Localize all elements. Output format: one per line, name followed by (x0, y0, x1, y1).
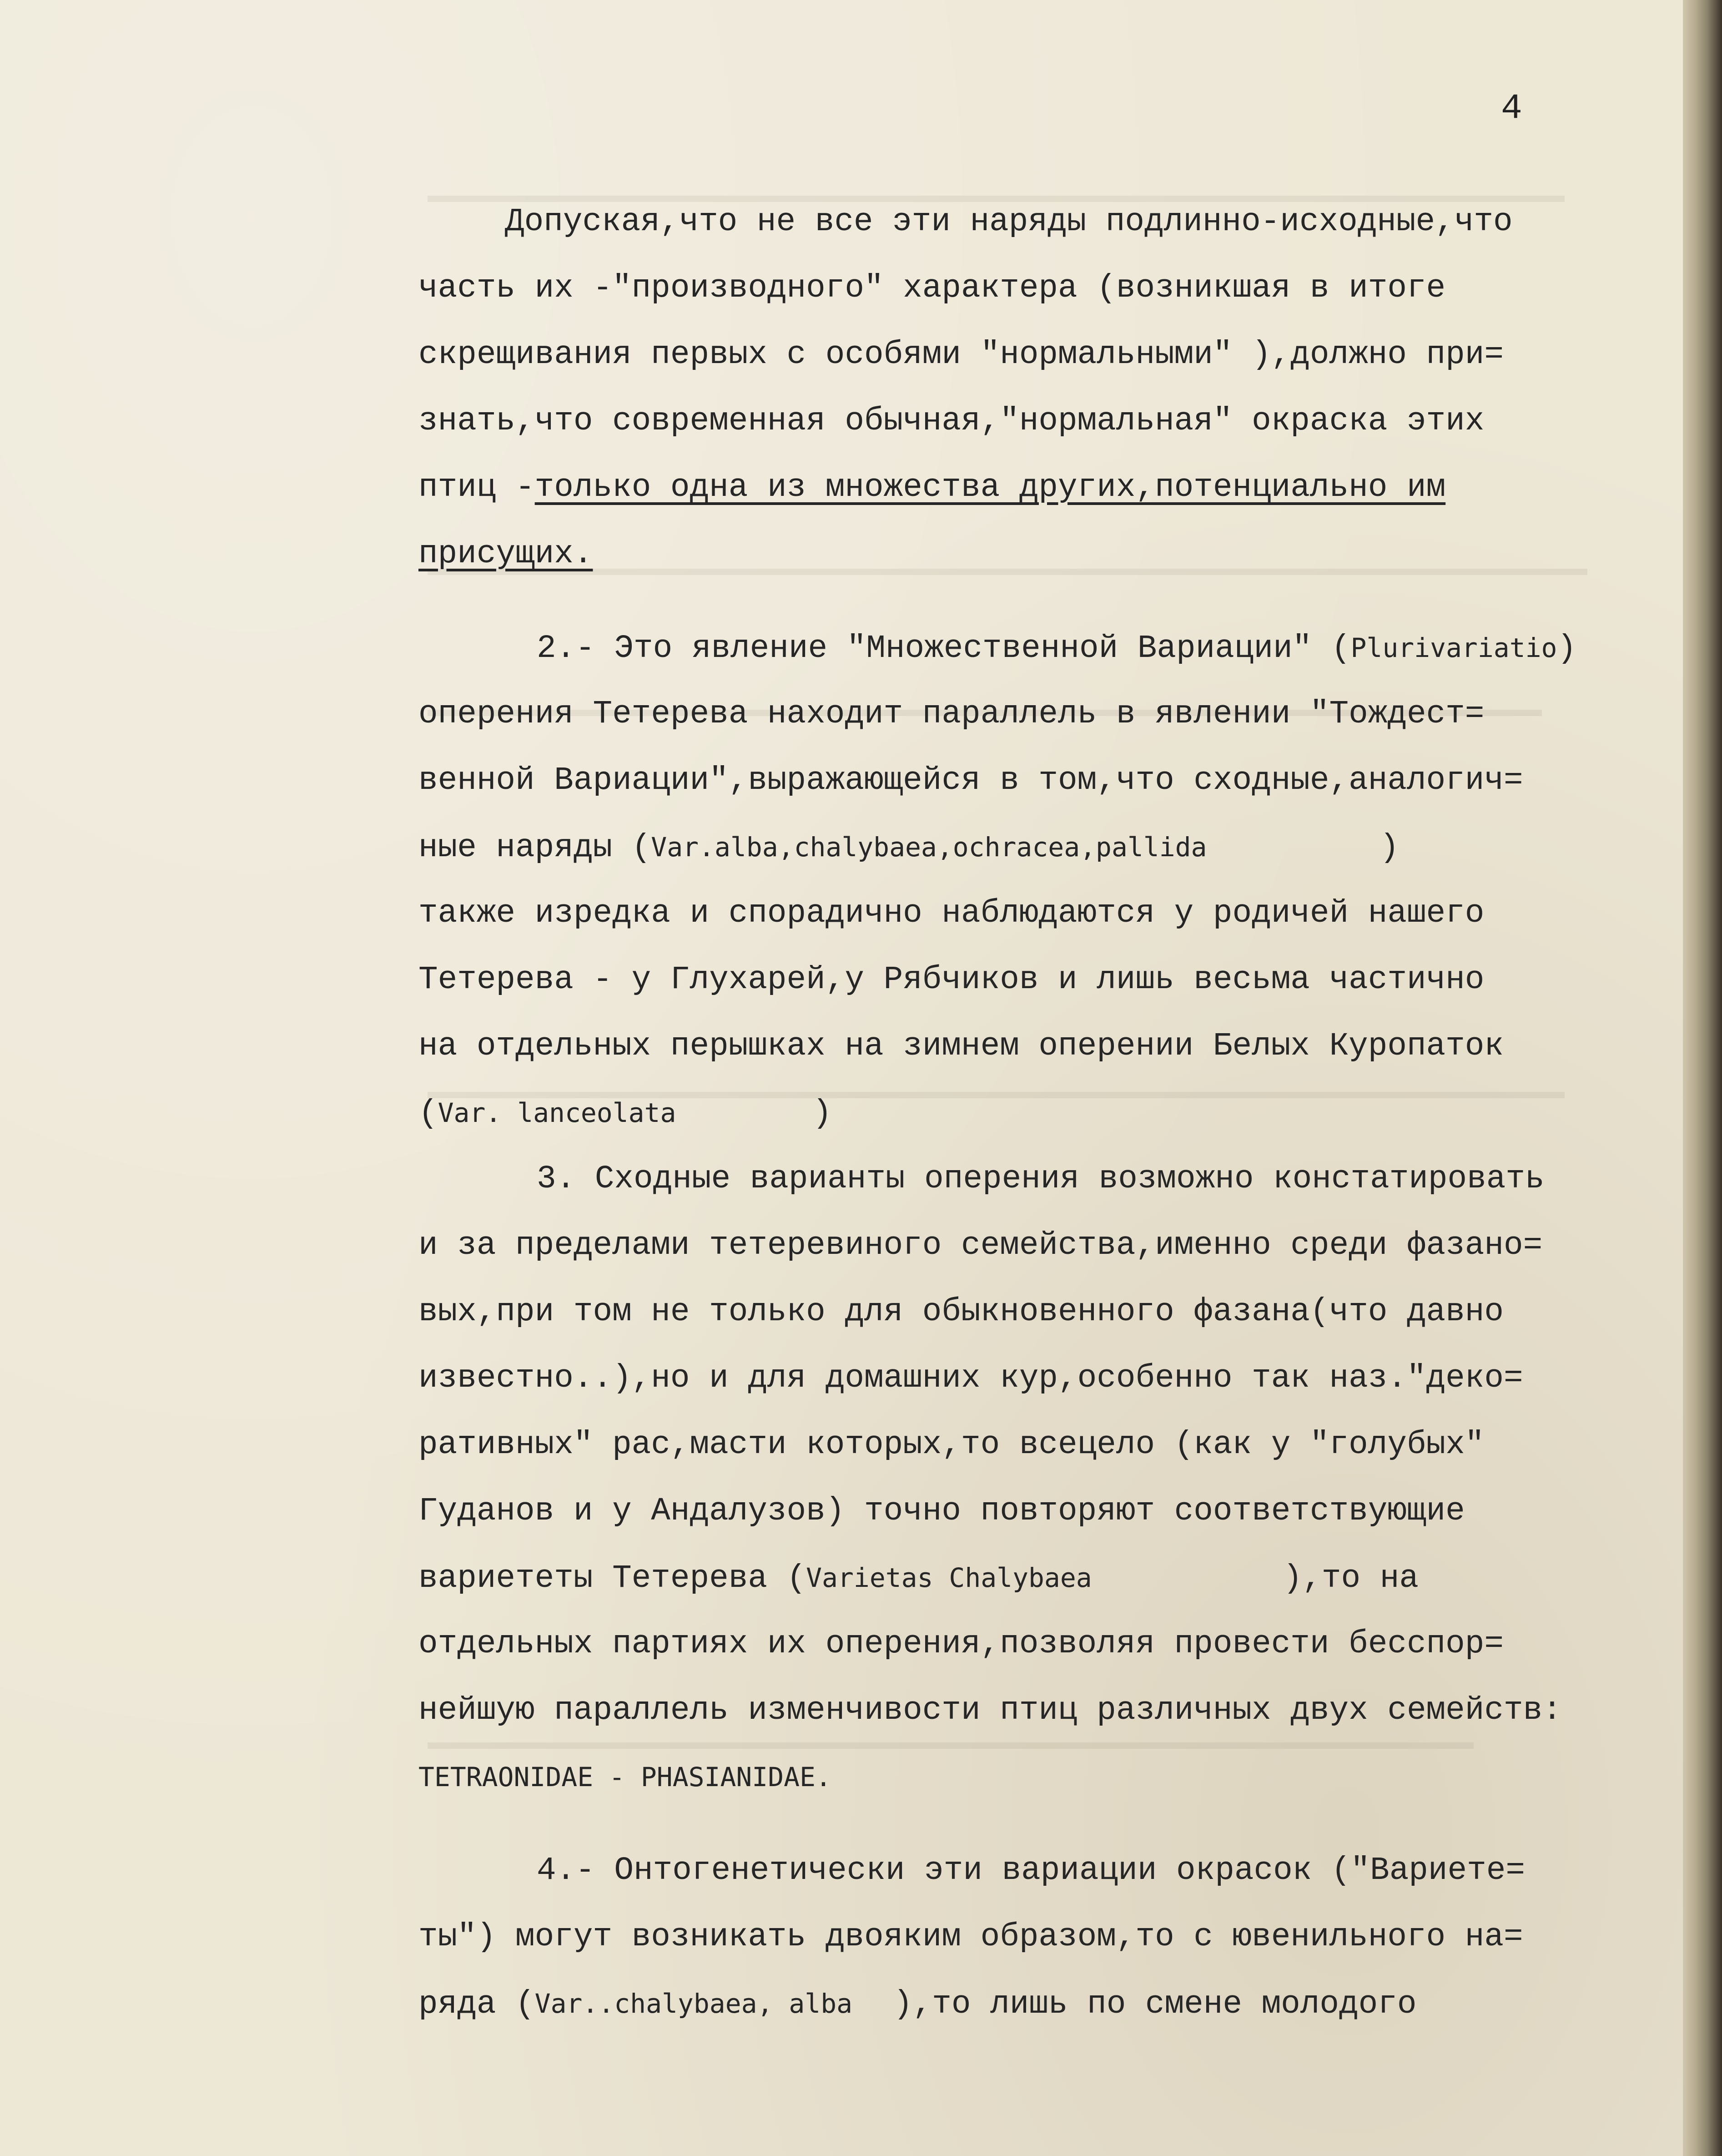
family-names: TETRAONIDAE - PHASIANIDAE. (418, 1762, 831, 1792)
paragraph-2 (418, 615, 1619, 1146)
text-fragment: ) (1557, 631, 1577, 667)
latin-term: Var.alba,chalybaea,ochracea,pallida (651, 832, 1207, 863)
text-line (418, 454, 1619, 521)
text-line: скрещивания первых с особями "нормальными" ),должно при= (418, 337, 1504, 373)
paragraph-3 (418, 1146, 1619, 1810)
text-line: часть их -"производного" характера (возникшая в итоге (418, 270, 1446, 307)
text-line (418, 1545, 1619, 1611)
text-line: 4.- Онтогенетически эти вариации окрасок ("Вариете= (537, 1853, 1525, 1889)
text-line: также изредка и спорадично наблюдаются у родичей нашего (418, 895, 1485, 932)
latin-term: Plurivariatio (1350, 632, 1557, 663)
text-fragment: 2.- Это явление "Множественной Вариации" ( (537, 631, 1351, 667)
page-edge (1683, 0, 1722, 2156)
latin-term: Varietas Chalybaea (806, 1562, 1092, 1593)
text-line: оперения Тетерева находит параллель в явлении "Тождест= (418, 696, 1485, 732)
text-line (418, 1970, 1619, 2037)
text-line: вых,при том не только для обыкновенного фазана(что давно (418, 1294, 1504, 1330)
typed-text-body (418, 189, 1619, 2037)
paragraph-1 (418, 189, 1619, 587)
paragraph-gap (418, 587, 1619, 615)
text-line: 3. Сходные варианты оперения возможно констатировать (537, 1161, 1545, 1197)
text-fragment: ряда ( (418, 1986, 535, 2023)
text-fragment: птиц - (418, 470, 535, 506)
paragraph-4 (418, 1838, 1619, 2037)
text-fragment: ( (418, 1096, 438, 1132)
text-fragment: ) (812, 1096, 832, 1132)
text-fragment: ),то на (1283, 1560, 1419, 1597)
latin-term: Var. lanceolata (438, 1097, 676, 1128)
text-line: ты") могут возникать двояким образом,то с ювенильного на= (418, 1919, 1523, 1955)
text-line: известно..),но и для домашних кур,особенно так наз."деко= (418, 1360, 1523, 1397)
text-fragment: ) (1380, 830, 1400, 866)
text-fragment: ),то лишь по смене молодого (893, 1986, 1417, 2023)
text-line: знать,что современная обычная,"нормальная" окраска этих (418, 403, 1485, 439)
text-line: ративных" рас,масти которых,то всецело (как у "голубых" (418, 1427, 1485, 1463)
text-line (418, 1080, 1619, 1146)
text-line: Тетерева - у Глухарей,у Рябчиков и лишь весьма частично (418, 962, 1485, 998)
text-line: отдельных партиях их оперения,позволяя провести бесспор= (418, 1626, 1504, 1662)
text-line: венной Вариации",выражающейся в том,что сходные,аналогич= (418, 762, 1523, 799)
text-line: Гуданов и у Андалузов) точно повторяют соответствующие (418, 1493, 1465, 1530)
text-line: нейшую параллель изменчивости птиц различных двух семейств: (418, 1692, 1562, 1729)
page-number: 4 (1501, 89, 1522, 129)
text-fragment: ные наряды ( (418, 830, 651, 866)
paragraph-gap (418, 1810, 1619, 1838)
underlined-text: только одна из множества других,потенциально им (534, 470, 1446, 506)
text-line: на отдельных перышках на зимнем оперении Белых Куропаток (418, 1028, 1504, 1065)
underlined-text: присущих. (418, 536, 593, 572)
latin-term: Var..chalybaea, alba (534, 1988, 853, 2019)
text-line (418, 521, 1619, 587)
text-line (418, 814, 1619, 880)
text-line: Допуская,что не все эти наряды подлинно-исходные,что (505, 204, 1513, 240)
text-fragment: вариететы Тетерева ( (418, 1560, 806, 1597)
text-line: и за пределами тетеревиного семейства,именно среди фазано= (418, 1227, 1543, 1264)
text-line (418, 615, 1619, 681)
